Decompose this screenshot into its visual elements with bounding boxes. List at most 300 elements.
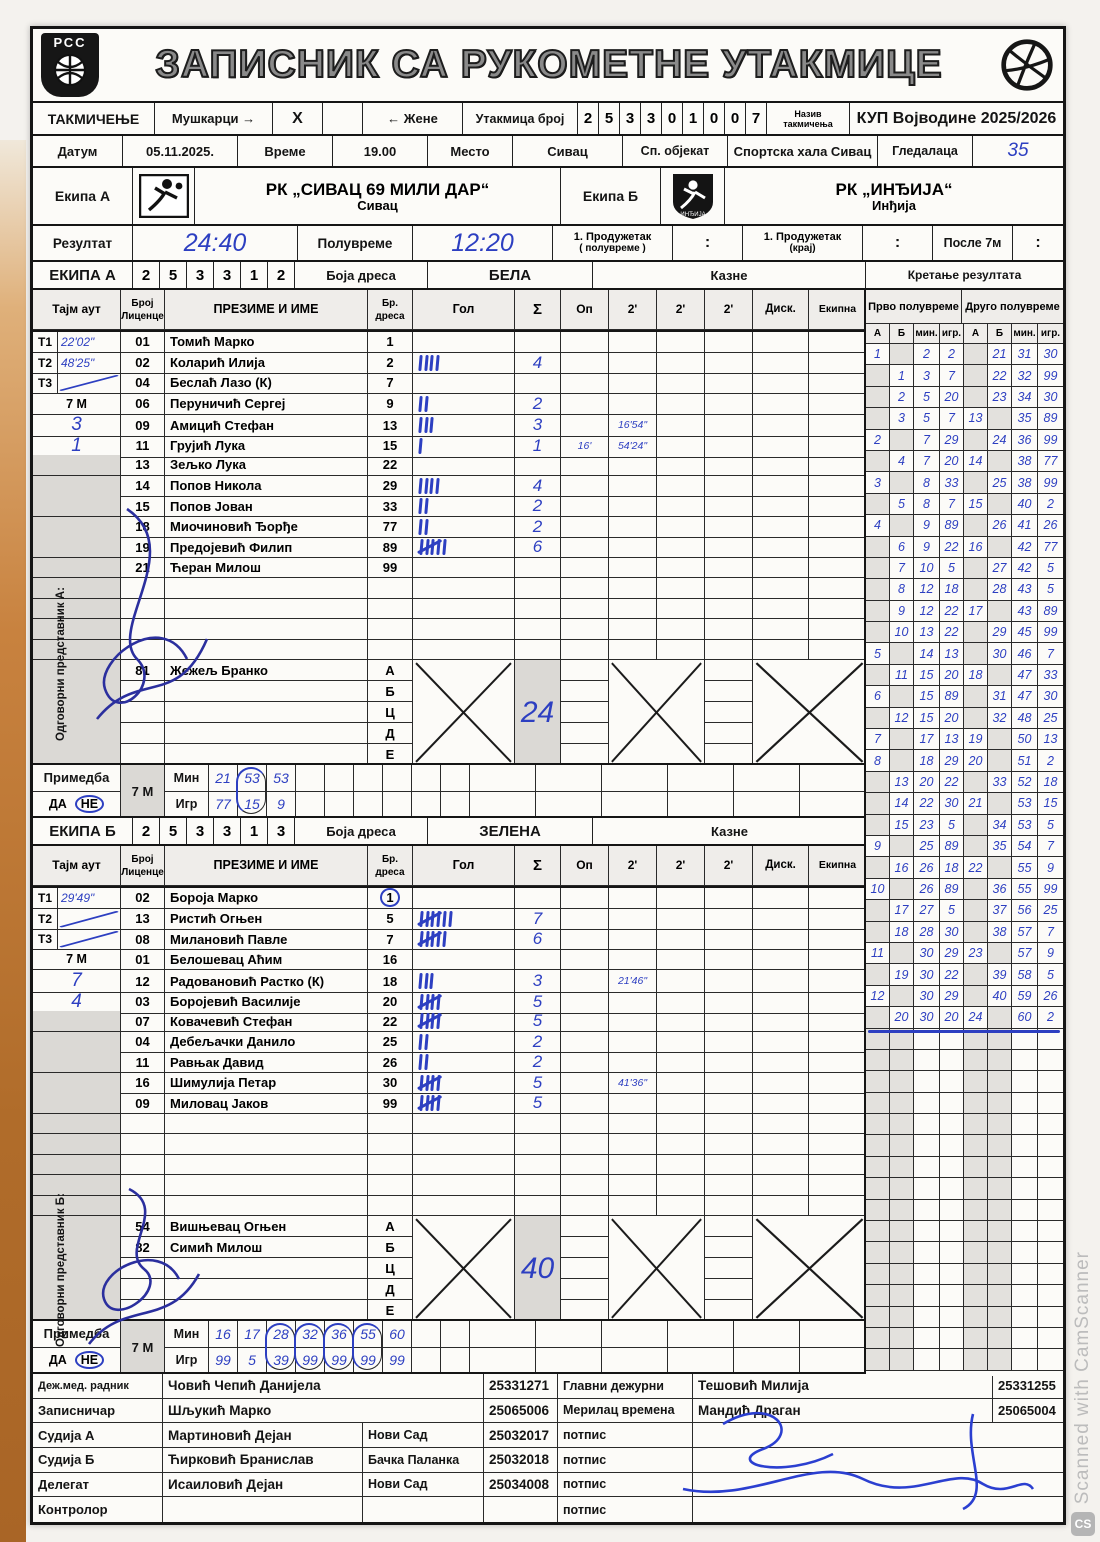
- penalty-op: [561, 599, 609, 620]
- player-goal-sum: [515, 578, 561, 599]
- score-cell: [890, 943, 914, 964]
- score-cell: 21: [988, 344, 1012, 365]
- score-cell: 24: [964, 1007, 988, 1028]
- x-cross-icon: [753, 660, 866, 765]
- officials-row-cell: [705, 744, 752, 765]
- score-row: [866, 430, 1063, 451]
- player-row: [33, 1114, 864, 1135]
- penalty-2min-1: [609, 1134, 657, 1155]
- team-b-name: РК „ИНЂИЈА“: [835, 179, 953, 199]
- score-cell: 55: [1012, 857, 1038, 878]
- digit-box: 3: [276, 822, 286, 840]
- signature-area: [693, 1423, 1063, 1448]
- score-cell: [964, 558, 988, 579]
- remark-min-cell: [536, 1321, 602, 1348]
- score-cell: [1012, 1285, 1038, 1306]
- score-cell: [890, 344, 914, 365]
- score-cell: [940, 1050, 964, 1071]
- score-cell: 52: [1012, 772, 1038, 793]
- score-cell: 17: [964, 601, 988, 622]
- col-op: Оп: [561, 846, 609, 886]
- col-timeout: Тајм аут: [33, 846, 121, 886]
- remark-igr-cell: [734, 1348, 800, 1375]
- player-row: [33, 640, 864, 661]
- sevenm-label: 7 М: [33, 950, 121, 971]
- page-title: ЗАПИСНИК СА РУКОМЕТНЕ УТАКМИЦЕ: [155, 43, 943, 86]
- penalty-2min-1: [609, 1052, 657, 1073]
- match-report-form: [30, 26, 1066, 1525]
- score-row: [866, 1071, 1063, 1092]
- remark-min-cell: [800, 1321, 866, 1348]
- tally-stroke: [435, 354, 439, 370]
- score-cell: 5: [890, 494, 914, 515]
- score-cell: [914, 1050, 940, 1071]
- penalty-2min-1: 41'36": [609, 1073, 657, 1094]
- timeout-cell: [33, 517, 121, 538]
- officials-row-cell: [705, 1237, 752, 1258]
- officials-col: [33, 660, 121, 765]
- score-row: [866, 793, 1063, 814]
- col-igr2: игр.: [1038, 324, 1063, 344]
- official-row: [33, 1448, 1063, 1473]
- penalty-2min-1: [609, 558, 657, 579]
- official-right-name: Мандић Драган: [693, 1399, 993, 1424]
- score-cell: 7: [1038, 922, 1063, 943]
- score-cell: [890, 1242, 914, 1263]
- penalty-2min-1: [609, 888, 657, 909]
- penalty-2min-1: [609, 455, 657, 476]
- score-cell: [988, 729, 1012, 750]
- score-cell: [1038, 1328, 1063, 1349]
- penalty-2min-1: [609, 640, 657, 661]
- remark-igr-cell: 9: [267, 792, 296, 819]
- score-cell: [940, 1071, 964, 1092]
- player-jersey: 5: [368, 909, 413, 930]
- score-cell: [866, 1114, 890, 1135]
- team-a-name: РК „СИВАЦ 69 МИЛИ ДАР“: [265, 179, 490, 199]
- score-cell: [866, 1285, 890, 1306]
- score-cell: 22: [914, 793, 940, 814]
- score-cell: [964, 1200, 988, 1221]
- tally-stroke: [418, 518, 422, 534]
- score-cell: 3: [866, 472, 890, 493]
- score-cell: [866, 900, 890, 921]
- remark-igr-cell: [296, 792, 325, 819]
- first-half-label: Прво полувреме: [866, 290, 962, 324]
- official-right-label: Мерилац времена: [558, 1399, 693, 1424]
- penalty-2min-1: 54'24": [609, 435, 657, 458]
- score-cell: [940, 1093, 964, 1114]
- score-row: [866, 922, 1063, 943]
- player-jersey: 15: [368, 435, 413, 458]
- player-goal-sum: [515, 332, 561, 353]
- score-cell: 30: [914, 1007, 940, 1028]
- score-cell: 13: [1038, 729, 1063, 750]
- official-right-label: потпис: [558, 1423, 693, 1448]
- penalty-op: [561, 1155, 609, 1176]
- officials-row-cell: [121, 744, 164, 765]
- penalty-2min-2: [657, 599, 705, 620]
- score-cell: 20: [940, 387, 964, 408]
- jersey-circled: 1: [380, 888, 399, 907]
- timeout-label: Т2: [33, 909, 58, 929]
- player-goals: [413, 1134, 515, 1155]
- officials-row-cell: [121, 681, 164, 702]
- penalty-2min-3: [705, 394, 753, 415]
- score-cell: 89: [940, 515, 964, 536]
- score-row: [866, 601, 1063, 622]
- official-row: [33, 1497, 1063, 1522]
- player-name: [165, 1175, 368, 1196]
- player-name: [165, 578, 368, 599]
- officials-row-cell: [705, 1279, 752, 1300]
- remark-min-label: Мин: [165, 765, 209, 792]
- player-name: Шимулија Петар: [165, 1073, 368, 1094]
- score-cell: [1012, 1178, 1038, 1199]
- x-cross-icon: [413, 1216, 514, 1321]
- remark-min-cell: 55: [354, 1321, 383, 1348]
- score-cell: 17: [914, 729, 940, 750]
- score-cell: [964, 836, 988, 857]
- score-cell: [1012, 1328, 1038, 1349]
- score-cell: 22: [940, 601, 964, 622]
- score-cell: [964, 1349, 988, 1370]
- score-cell: [890, 879, 914, 900]
- player-jersey: 7: [368, 373, 413, 394]
- score-cell: [914, 1071, 940, 1092]
- player-license: 11: [121, 435, 165, 458]
- men-checkbox: X: [273, 103, 323, 134]
- officials-col: [413, 1216, 515, 1321]
- score-cell: [964, 365, 988, 386]
- remark-min-cell: [441, 1321, 470, 1348]
- player-row: [33, 1155, 864, 1176]
- score-cell: 4: [866, 515, 890, 536]
- match-number-label: Утакмица број: [463, 103, 578, 134]
- score-cell: [866, 1007, 890, 1028]
- digit-box: 1: [241, 262, 268, 288]
- player-row: [33, 619, 864, 640]
- player-license: 14: [121, 476, 165, 497]
- remark-igr-cell: [800, 792, 866, 819]
- score-cell: 35: [1012, 408, 1038, 429]
- player-row: [33, 970, 864, 991]
- takmicenje-label: ТАКМИЧЕЊЕ: [33, 103, 155, 134]
- officials-row-cell: А: [368, 660, 412, 681]
- player-goals: [413, 929, 515, 950]
- player-name: [165, 619, 368, 640]
- score-cell: 30: [940, 922, 964, 943]
- score-cell: [1038, 1093, 1063, 1114]
- score-cell: [964, 1178, 988, 1199]
- score-cell: 27: [988, 558, 1012, 579]
- score-cell: [988, 1349, 1012, 1370]
- digit-box: 3: [620, 103, 641, 134]
- score-cell: 20: [914, 772, 940, 793]
- score-cell: 9: [866, 836, 890, 857]
- penalty-2min-2: [657, 332, 705, 353]
- official-role-label: Деж.мед. радник: [33, 1374, 163, 1399]
- sevenm-value: 4: [33, 991, 121, 1014]
- x-cross-icon: [609, 1216, 704, 1321]
- remark-igr-cell: 99: [296, 1348, 325, 1375]
- player-license: [121, 1114, 165, 1135]
- officials-row-cell: [705, 660, 752, 681]
- remark-min-cell: [354, 765, 383, 792]
- player-name: Амицић Стефан: [165, 414, 368, 437]
- player-goals: [413, 1093, 515, 1114]
- score-cell: [866, 622, 890, 643]
- remark-min-cell: [668, 765, 734, 792]
- timeout-cell: [33, 1011, 121, 1032]
- score-cell: [964, 879, 988, 900]
- officials-row-cell: 82: [121, 1237, 164, 1258]
- goal-tally: [413, 438, 422, 454]
- score-cell: 20: [964, 750, 988, 771]
- player-jersey: 1: [368, 332, 413, 353]
- score-cell: [890, 1307, 914, 1328]
- score-row: [866, 1157, 1063, 1178]
- score-cell: 13: [914, 622, 940, 643]
- score-cell: 12: [866, 986, 890, 1007]
- penalty-team: [809, 558, 866, 579]
- tally-stroke: [424, 354, 428, 370]
- score-cell: [964, 1264, 988, 1285]
- player-name: Ристић Огњен: [165, 909, 368, 930]
- penalty-team: [809, 1196, 866, 1217]
- official-row: [33, 1374, 1063, 1399]
- timeout-cell: [33, 888, 121, 909]
- penalty-2min-1: [609, 332, 657, 353]
- score-cell: 11: [890, 665, 914, 686]
- player-name: [165, 1134, 368, 1155]
- player-license: 09: [121, 1093, 165, 1114]
- score-cell: [866, 922, 890, 943]
- score-cell: [964, 1114, 988, 1135]
- score-cell: [988, 537, 1012, 558]
- score-cell: 30: [914, 964, 940, 985]
- score-cell: 2: [1038, 750, 1063, 771]
- tally-stroke: [418, 1033, 422, 1049]
- score-cell: 38: [1012, 472, 1038, 493]
- player-license: [121, 599, 165, 620]
- player-license: 11: [121, 1052, 165, 1073]
- col-2min-2: 2': [657, 290, 705, 330]
- officials-col: [121, 1216, 165, 1321]
- player-jersey: 33: [368, 496, 413, 517]
- score-cell: [940, 1200, 964, 1221]
- remark-igr-cell: [354, 792, 383, 819]
- overtime1-value: :: [673, 226, 743, 260]
- remark-igr-cell: 99: [383, 1348, 412, 1375]
- score-cell: [866, 1221, 890, 1242]
- score-cell: [890, 986, 914, 1007]
- remark-yes-no: [33, 1348, 121, 1375]
- official-city: [363, 1497, 484, 1522]
- player-goals: [413, 373, 515, 394]
- score-row: [866, 387, 1063, 408]
- score-cell: 16: [890, 857, 914, 878]
- penalty-2min-3: [705, 558, 753, 579]
- penalty-team: [809, 1155, 866, 1176]
- remark-min-cell: [668, 1321, 734, 1348]
- official-right-label: потпис: [558, 1473, 693, 1498]
- score-cell: [964, 515, 988, 536]
- penalty-2min-3: [705, 640, 753, 661]
- score-cell: [914, 1200, 940, 1221]
- player-jersey: 7: [368, 929, 413, 950]
- penalty-disq: [753, 476, 809, 497]
- team-b-dress-label: Боја дреса: [295, 818, 428, 844]
- remark-igr-cell: 77: [209, 792, 238, 819]
- remark-min-cell: [602, 1321, 668, 1348]
- tally-group: [419, 1013, 440, 1029]
- team-a-dress-label: Боја дреса: [295, 262, 428, 288]
- player-row: [33, 1032, 864, 1053]
- timeout-cell: [33, 558, 121, 579]
- team-a-penalties-label: Казне: [593, 262, 866, 288]
- remark-min-cell: [734, 765, 800, 792]
- score-cell: [914, 1307, 940, 1328]
- officials-row-cell: [165, 1300, 367, 1321]
- player-name: Попов Јован: [165, 496, 368, 517]
- team-a-officials: [33, 660, 866, 765]
- score-cell: [964, 472, 988, 493]
- team-b-representative-label: Одговорни представник Б:: [55, 1193, 67, 1347]
- player-license: 09: [121, 414, 165, 437]
- remark-min-cell: 21: [209, 765, 238, 792]
- team-a-representative-label: Одговорни представник А:: [55, 587, 67, 741]
- penalty-disq: [753, 1052, 809, 1073]
- penalty-disq: [753, 1196, 809, 1217]
- player-goals: [413, 517, 515, 538]
- score-cell: [914, 1285, 940, 1306]
- goal-tally: [413, 1075, 440, 1091]
- timeout-label: Т1: [33, 888, 58, 908]
- player-license: 13: [121, 909, 165, 930]
- score-cell: 5: [940, 900, 964, 921]
- player-jersey: [368, 1155, 413, 1176]
- penalty-team: [809, 578, 866, 599]
- score-cell: [866, 365, 890, 386]
- official-name: [163, 1497, 363, 1522]
- player-goals: [413, 1114, 515, 1135]
- score-cell: 34: [1012, 387, 1038, 408]
- player-row: [33, 950, 864, 971]
- score-cell: 36: [988, 879, 1012, 900]
- player-license: [121, 1196, 165, 1217]
- score-cell: [1038, 1071, 1063, 1092]
- remark-min-label: Мин: [165, 1321, 209, 1348]
- remark-no-circled: НЕ: [75, 1351, 104, 1369]
- penalty-disq: [753, 950, 809, 971]
- arrow-left-icon: ←: [387, 111, 401, 126]
- score-cell: 2: [890, 387, 914, 408]
- penalty-2min-2: [657, 476, 705, 497]
- player-jersey: [368, 1114, 413, 1135]
- result-band: [33, 226, 1063, 262]
- score-row: [866, 1093, 1063, 1114]
- team-a-logo: [133, 168, 195, 224]
- score-cell: [866, 708, 890, 729]
- penalty-2min-1: [609, 1175, 657, 1196]
- remark-yes: ДА: [48, 1353, 67, 1368]
- penalty-team: [809, 1011, 866, 1032]
- score-cell: 29: [940, 430, 964, 451]
- score-row: [866, 750, 1063, 771]
- penalty-op: [561, 1196, 609, 1217]
- score-cell: 22: [964, 857, 988, 878]
- score-cell: 50: [1012, 729, 1038, 750]
- player-goals: [413, 619, 515, 640]
- player-name: [165, 1114, 368, 1135]
- officials-row-cell: [561, 1279, 608, 1300]
- player-jersey: [368, 640, 413, 661]
- penalty-team: [809, 455, 866, 476]
- team-a-table-head: [33, 290, 866, 332]
- score-cell: 18: [964, 665, 988, 686]
- score-cell: 40: [988, 986, 1012, 1007]
- official-row: [33, 1423, 1063, 1448]
- score-cell: [988, 1178, 1012, 1199]
- score-cell: 54: [1012, 836, 1038, 857]
- score-cell: 7: [940, 365, 964, 386]
- result-final: 24:40: [133, 226, 298, 260]
- officials-row-cell: Е: [385, 1303, 395, 1318]
- remark-igr-cell: [412, 792, 441, 819]
- score-cell: 13: [890, 772, 914, 793]
- score-cell: [890, 1264, 914, 1285]
- score-cell: 13: [940, 729, 964, 750]
- score-cell: [964, 922, 988, 943]
- officials-col: [368, 1216, 413, 1321]
- score-cell: [914, 1242, 940, 1263]
- score-cell: [1038, 1050, 1063, 1071]
- score-cell: 26: [914, 879, 940, 900]
- score-cell: [890, 750, 914, 771]
- penalty-op: [561, 578, 609, 599]
- score-cell: 21: [964, 793, 988, 814]
- score-cell: 5: [940, 558, 964, 579]
- officials-col: [753, 1216, 866, 1321]
- score-cell: 2: [866, 430, 890, 451]
- remark-igr-cell: 15: [238, 792, 267, 819]
- penalty-2min-3: [705, 496, 753, 517]
- player-jersey: 9: [368, 394, 413, 415]
- score-cell: [988, 1093, 1012, 1114]
- officials-row-cell: [165, 681, 367, 702]
- player-row: [33, 332, 864, 353]
- col-a: А: [866, 324, 890, 344]
- penalty-team: [809, 929, 866, 950]
- svg-text:ИНЂИЈА: ИНЂИЈА: [679, 212, 706, 218]
- remark-min-cell: 32: [296, 1321, 325, 1348]
- score-cell: 15: [890, 815, 914, 836]
- score-cell: [988, 1007, 1012, 1028]
- score-cell: 15: [914, 686, 940, 707]
- player-row: [33, 578, 864, 599]
- player-jersey: [368, 578, 413, 599]
- goal-tally: [413, 994, 440, 1010]
- player-goal-sum: [515, 1175, 561, 1196]
- score-cell: 1: [890, 365, 914, 386]
- player-license: 02: [121, 353, 165, 374]
- player-goal-sum: [515, 455, 561, 476]
- penalty-team: [809, 1052, 866, 1073]
- score-row: [866, 1135, 1063, 1156]
- remark-7m-label: 7 М: [121, 765, 165, 818]
- competition-row: [33, 103, 1063, 136]
